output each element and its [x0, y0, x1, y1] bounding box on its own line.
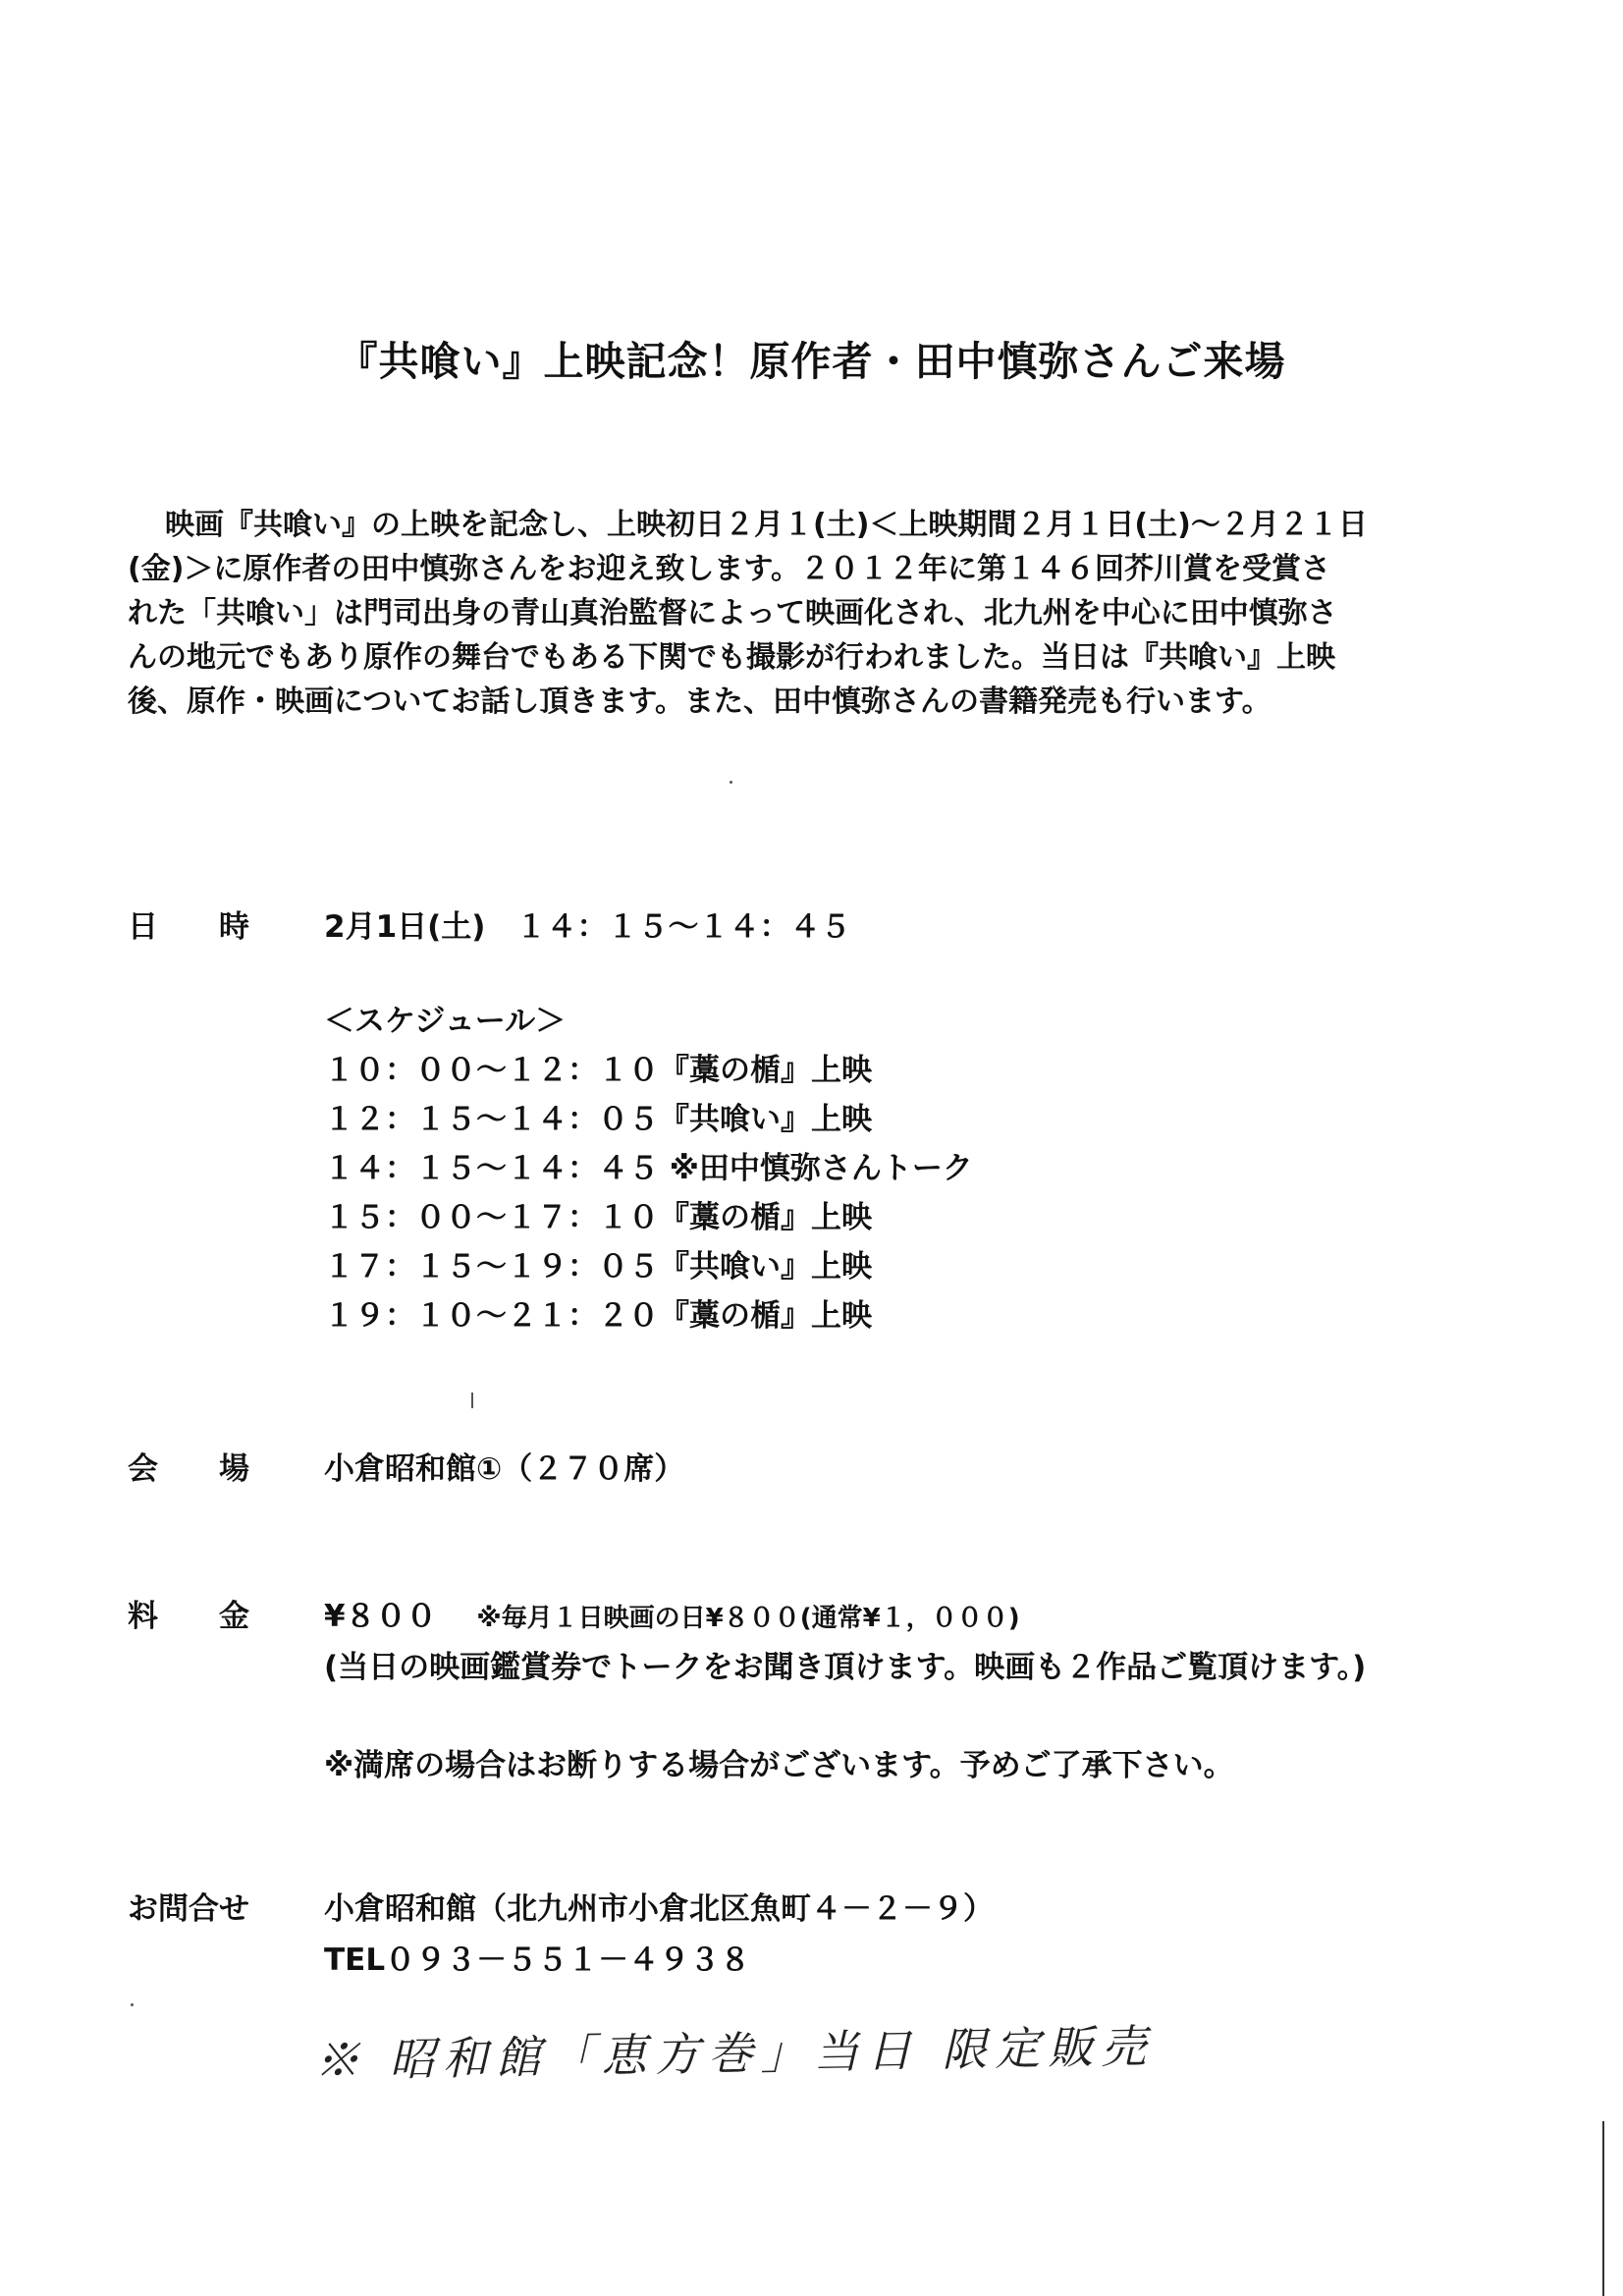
contact-address: 小倉昭和館（北九州市小倉北区魚町４－２－９） [324, 1891, 994, 1927]
fee-detail: (当日の映画鑑賞券でトークをお聞き頂けます。映画も２作品ご覧頂けます。) [324, 1650, 1367, 1685]
venue-label: 会 場 [128, 1451, 249, 1487]
fee-note: ※毎月１日映画の日¥８００(通常¥１，０００) [476, 1604, 1020, 1633]
scan-speck [471, 1393, 473, 1408]
full-notice: ※満席の場合はお断りする場合がございます。予めご了承下さい。 [324, 1748, 1234, 1783]
schedule-item: １０：００～１２：１０『藁の楯』上映 [324, 1053, 872, 1088]
datetime-label: 日 時 [128, 909, 249, 945]
schedule-item: １４：１５～１４：４５ ※田中慎弥さんトーク [324, 1151, 973, 1186]
intro-line: 映画『共喰い』の上映を記念し、上映初日２月１(土)＜上映期間２月１日(土)～２月２１日 [165, 508, 1368, 542]
schedule-item: １５：００～１７：１０『藁の楯』上映 [324, 1200, 872, 1235]
intro-line: れた「共喰い」は門司出身の青山真治監督によって映画化され、北九州を中心に田中慎弥さ [128, 596, 1337, 630]
schedule-item: １９：１０～２１：２０『藁の楯』上映 [324, 1298, 872, 1334]
schedule-item: １７：１５～１９：０５『共喰い』上映 [324, 1249, 872, 1285]
scan-speck [131, 2003, 134, 2006]
venue-value: 小倉昭和館①（２７０席） [324, 1451, 685, 1487]
fee-label: 料 金 [128, 1599, 249, 1634]
schedule-list [324, 997, 973, 1340]
scan-edge-line [1602, 2121, 1604, 2296]
intro-line: (金)＞に原作者の田中慎弥さんをお迎え致します。２０１２年に第１４６回芥川賞を受賞さ [128, 552, 1331, 586]
fee-line [324, 1591, 1020, 1635]
intro-paragraph [128, 503, 1502, 724]
schedule-heading: ＜スケジュール＞ [324, 1004, 567, 1039]
intro-line: 後、原作・映画についてお話し頂きます。また、田中慎弥さんの書籍発売も行います。 [128, 684, 1271, 719]
intro-line: んの地元でもあり原作の舞台でもある下関でも撮影が行われました。当日は『共喰い』上映 [128, 640, 1335, 675]
contact-label: お問合せ [128, 1891, 249, 1927]
page-title: 『共喰い』上映記念！原作者・田中慎弥さんご来場 [337, 338, 1286, 385]
datetime-value: 2月1日(土) １４：１５～１４：４５ [324, 909, 851, 945]
scan-speck [730, 781, 732, 784]
fee-price: ¥８００ [324, 1599, 437, 1634]
handwritten-note: ※ 昭和館「恵方巻」当日 限定販売 [313, 2019, 1155, 2088]
schedule-item: １２：１５～１４：０５『共喰い』上映 [324, 1102, 872, 1137]
contact-tel: TEL０９３－５５１－４９３８ [324, 1942, 751, 1978]
